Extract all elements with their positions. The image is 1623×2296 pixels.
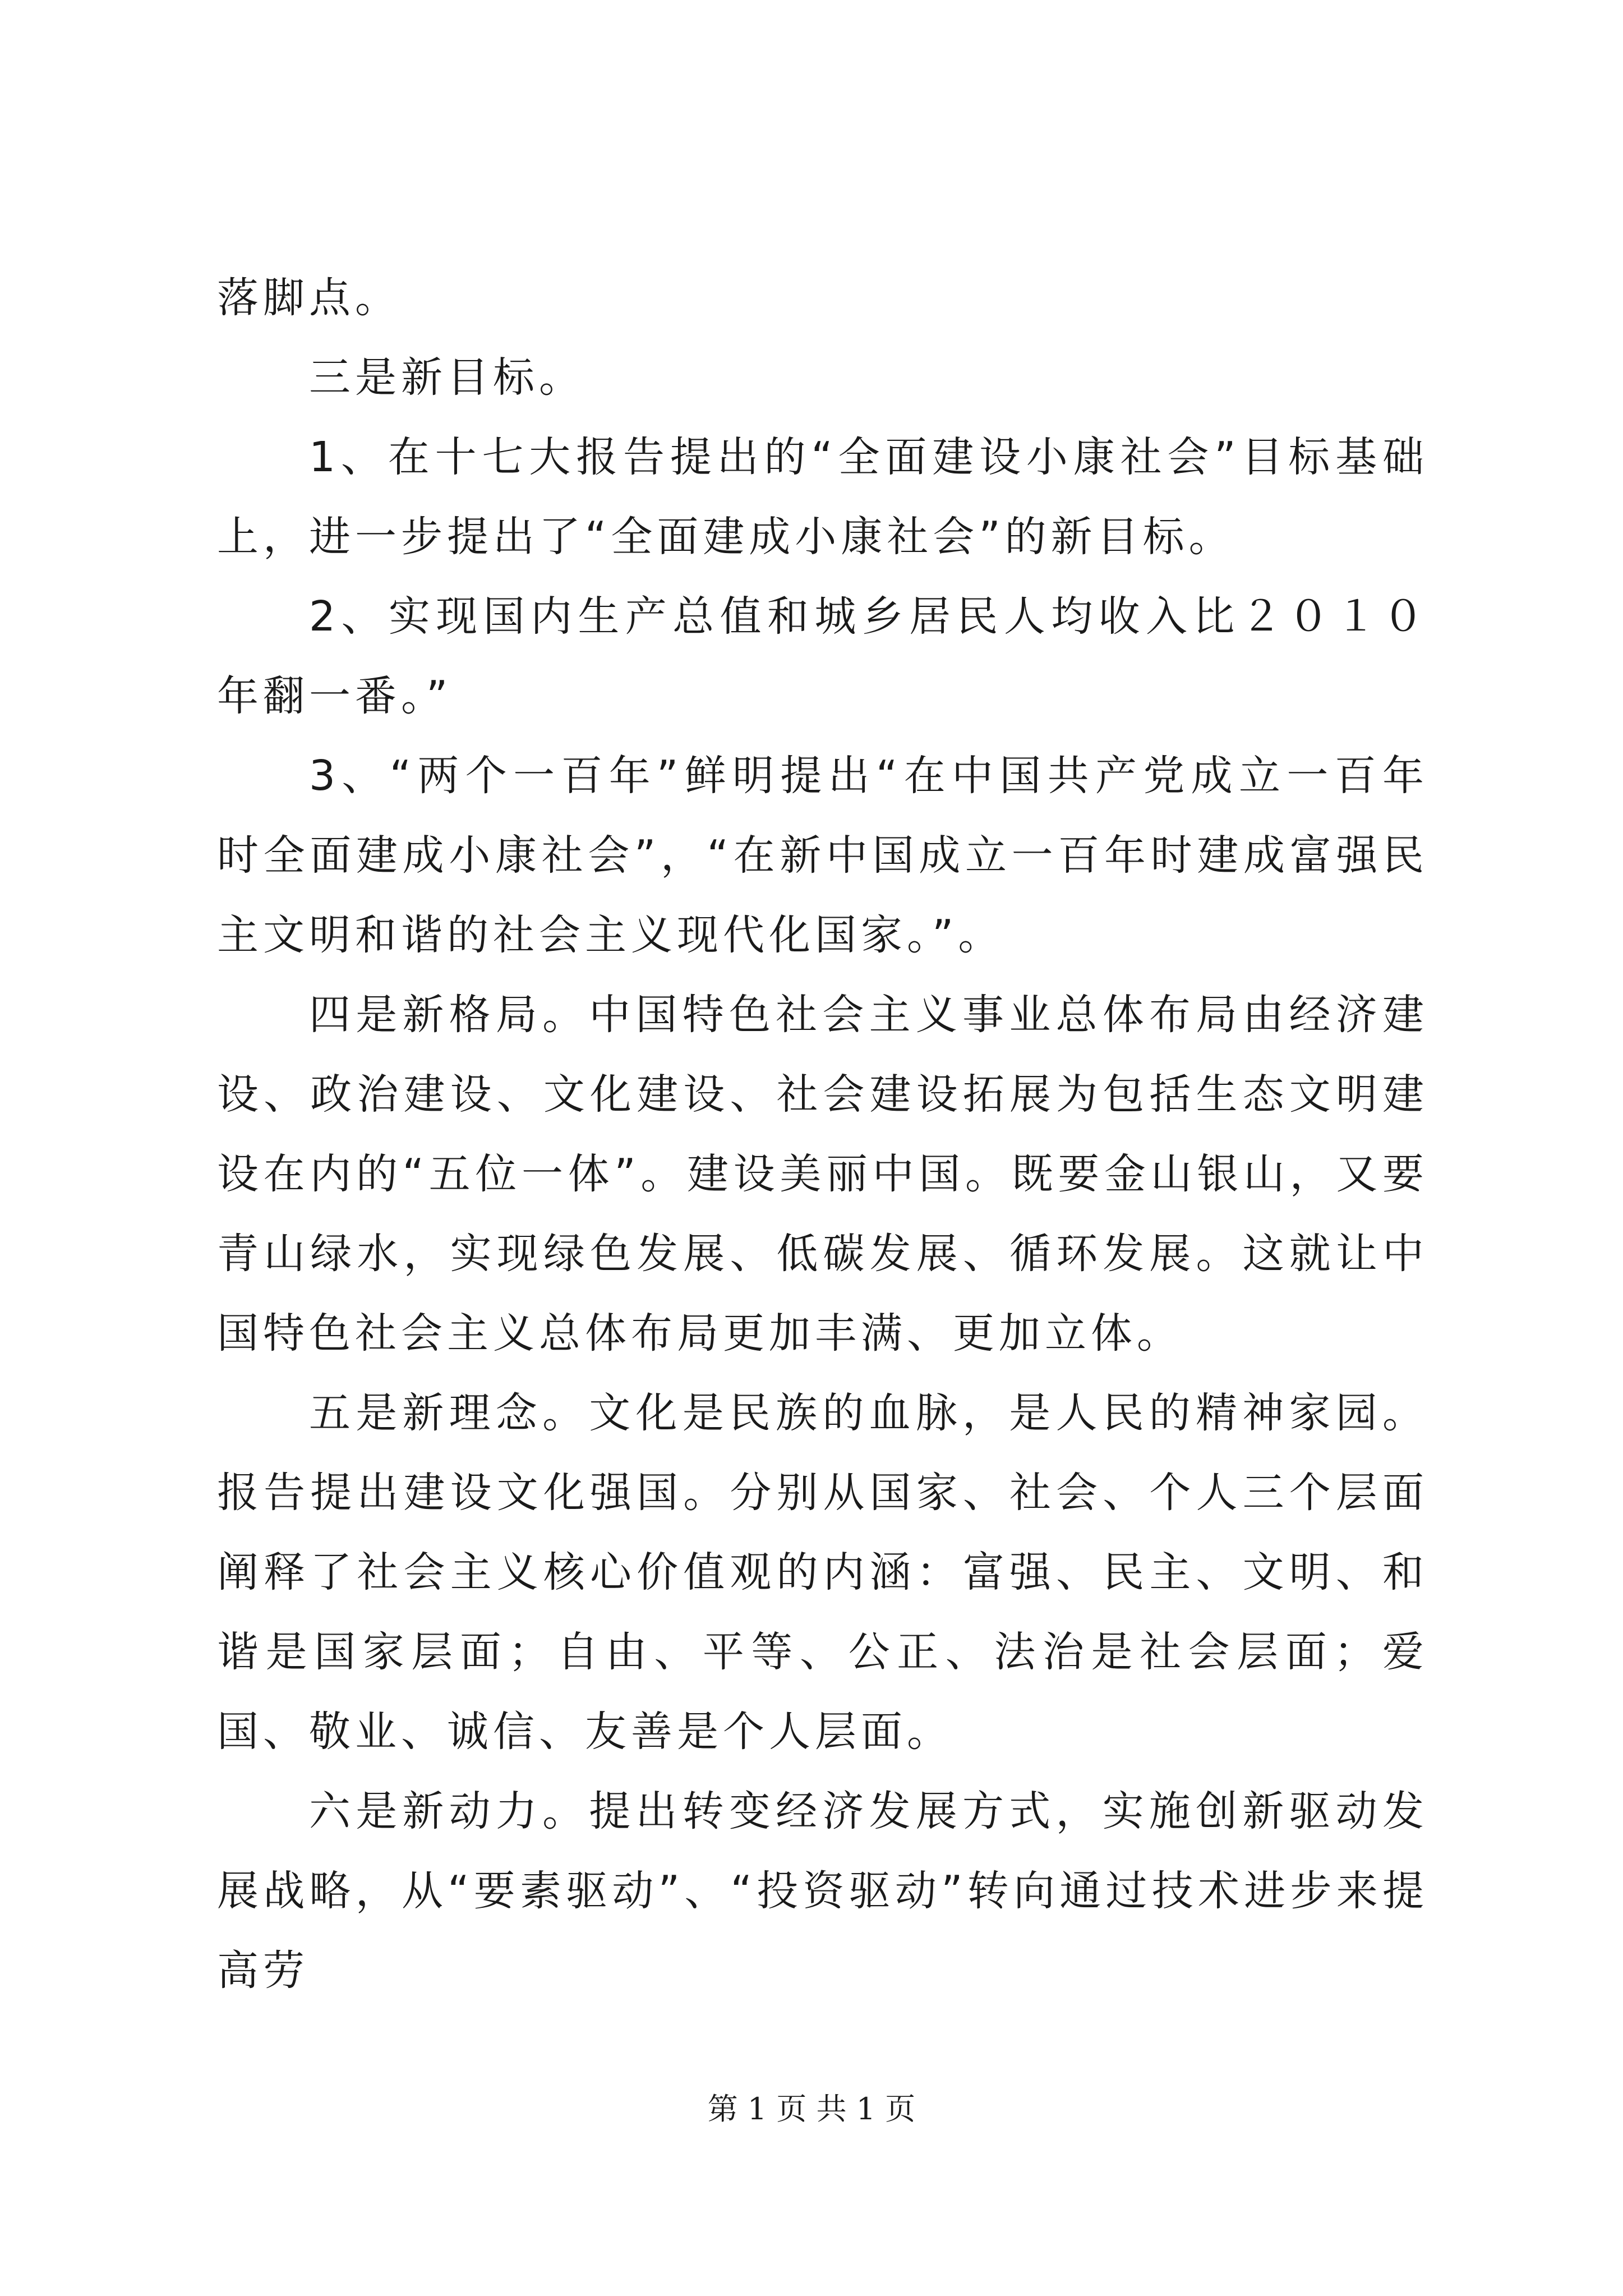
paragraph-4: 2、实现国内生产总值和城乡居民人均收入比２０１０年翻一番。” (217, 592, 1428, 720)
document-body (217, 258, 1428, 2010)
paragraph-8: 六是新动力。提出转变经济发展方式，实施创新驱动发展战略，从“要素驱动”、“投资驱动”转向通过技术进步来提高劳 (217, 1787, 1428, 1995)
paragraph-6: 四是新格局。中国特色社会主义事业总体布局由经济建设、政治建设、文化建设、社会建设拓展为包括生态文明建设在内的“五位一体”。建设美丽中国。既要金山银山，又要青山绿水，实现绿色发展、低碳发展、循环发展。这就让中国特色社会主义总体布局更加丰满、更加立体。 (217, 991, 1428, 1358)
paragraph-1: 落脚点。 (217, 274, 401, 322)
paragraph-5: 3、“两个一百年”鲜明提出“在中国共产党成立一百年时全面建成小康社会”，“在新中国成立一百年时建成富强民主文明和谐的社会主义现代化国家。”。 (217, 752, 1428, 959)
paragraph-3: 1、在十七大报告提出的“全面建设小康社会”目标基础上，进一步提出了“全面建成小康社会”的新目标。 (217, 433, 1428, 561)
paragraph-2: 三是新目标。 (309, 353, 585, 402)
paragraph-7: 五是新理念。文化是民族的血脉，是人民的精神家园。报告提出建设文化强国。分别从国家、社会、个人三个层面阐释了社会主义核心价值观的内涵：富强、民主、文明、和谐是国家层面；自由、平等、公正、法治是社会层面；爱国、敬业、诚信、友善是个人层面。 (217, 1389, 1428, 1756)
page-footer: 第 1 页 共 1 页 (707, 2091, 916, 2127)
